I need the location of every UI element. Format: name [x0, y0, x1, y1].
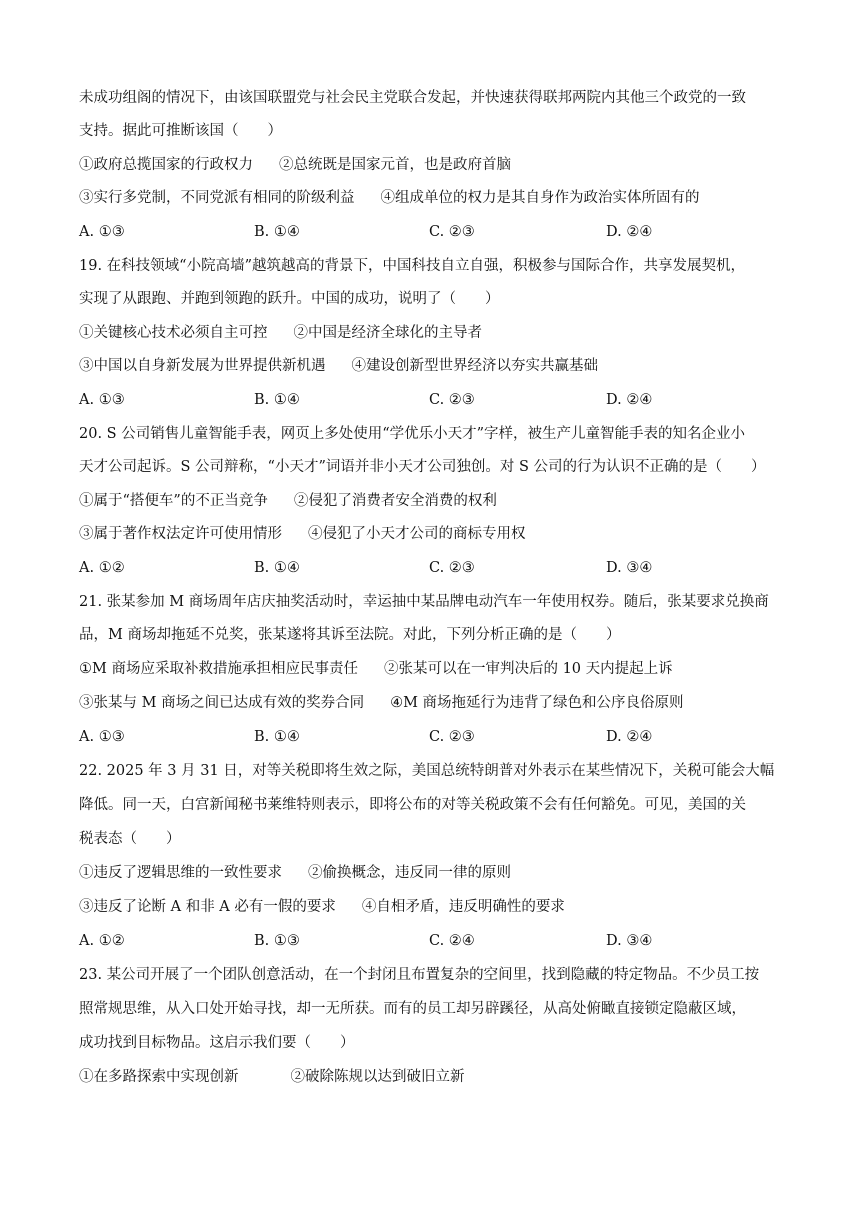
q22-option-c: C. ②④: [429, 933, 475, 949]
q18-option-a: A. ①③: [79, 224, 125, 240]
q19-option-b: B. ①④: [254, 392, 300, 408]
q21-statements-row: [79, 659, 673, 679]
q22-statement-4: ④自相矛盾，违反明确性的要求: [361, 899, 565, 915]
q22-statement-2: ②偷换概念，违反同一律的原则: [308, 865, 511, 881]
q18-statement-2: ②总统既是国家元首，也是政府首脑: [279, 157, 511, 173]
q23-stem-line: 23. 某公司开展了一个团队创意活动，在一个封闭且布置复杂的空间里，找到隐藏的特定物品。不少员工按: [79, 967, 760, 983]
q19-statements-row: [79, 356, 598, 376]
q18-option-d: D. ②④: [606, 224, 653, 240]
q20-statement-2: ②侵犯了消费者安全消费的权利: [293, 493, 497, 509]
q19-options: [79, 390, 799, 410]
q18-statement-3: ③实行多党制，不同党派有相同的阶级利益: [79, 190, 355, 206]
q21-option-a: A. ①③: [79, 729, 125, 745]
q20-statement-4: ④侵犯了小天才公司的商标专用权: [308, 526, 526, 542]
q18-statements-row: [79, 155, 511, 175]
q20-options: [79, 558, 799, 578]
q21-option-b: B. ①④: [254, 729, 300, 745]
q20-statements-row: [79, 491, 497, 511]
q19-statement-1: ①关键核心技术必须自主可控: [79, 325, 268, 341]
q21-option-c: C. ②③: [429, 729, 475, 745]
q21-statement-1: ①M 商场应采取补救措施承担相应民事责任: [79, 661, 358, 677]
q20-option-c: C. ②③: [429, 560, 475, 576]
q22-option-d: D. ③④: [606, 933, 653, 949]
q22-options: [79, 931, 799, 951]
q19-stem-line: 19. 在科技领域“小院高墙”越筑越高的背景下，中国科技自立自强，积极参与国际合作，共享发展契机，: [79, 258, 745, 274]
q18-statement-1: ①政府总揽国家的行政权力: [79, 157, 253, 173]
q22-statements-row: [79, 897, 565, 917]
q20-statement-1: ①属于“搭便车”的不正当竞争: [79, 493, 268, 509]
q20-stem-line: 20. S 公司销售儿童智能手表，网页上多处使用“学优乐小天才”字样，被生产儿童智能手表的知名企业小: [79, 426, 746, 442]
q19-option-c: C. ②③: [429, 392, 475, 408]
q23-stem-line: 成功找到目标物品。这启示我们要（ ）: [79, 1035, 355, 1051]
q21-options: [79, 727, 799, 747]
q23-statement-1: ①在多路探索中实现创新: [79, 1069, 239, 1085]
q18-statement-4: ④组成单位的权力是其自身作为政治实体所固有的: [380, 190, 700, 206]
q22-statements-row: [79, 863, 511, 883]
q20-statements-row: [79, 524, 526, 544]
q21-statement-3: ③张某与 M 商场之间已达成有效的奖券合同: [79, 695, 365, 711]
q22-statement-1: ①违反了逻辑思维的一致性要求: [79, 865, 282, 881]
q19-statement-3: ③中国以自身新发展为世界提供新机遇: [79, 358, 326, 374]
q19-stem-line: 实现了从跟跑、并跑到领跑的跃升。中国的成功，说明了（ ）: [79, 291, 500, 307]
q18-option-c: C. ②③: [429, 224, 475, 240]
q19-statement-4: ④建设创新型世界经济以夯实共赢基础: [351, 358, 598, 374]
q22-stem-line: 降低。同一天，白宫新闻秘书莱维特则表示，即将公布的对等关税政策不会有任何豁免。可见，美国的关: [79, 797, 746, 813]
q21-statement-4: ④M 商场拖延行为违背了绿色和公序良俗原则: [390, 695, 684, 711]
q19-option-d: D. ②④: [606, 392, 653, 408]
q18-stem-line: 支持。据此可推断该国（ ）: [79, 123, 282, 139]
q18-options: [79, 222, 799, 242]
q22-option-a: A. ①②: [79, 933, 125, 949]
q18-stem-line: 未成功组阁的情况下，由该国联盟党与社会民主党联合发起，并快速获得联邦两院内其他三个政党的一致: [79, 90, 746, 106]
q21-statement-2: ②张某可以在一审判决后的 10 天内提起上诉: [383, 661, 673, 677]
q21-stem-line: 品，M 商场却拖延不兑奖，张某遂将其诉至法院。对此，下列分析正确的是（ ）: [79, 627, 621, 643]
q18-statements-row: [79, 188, 700, 208]
q20-option-a: A. ①②: [79, 560, 125, 576]
q23-statement-2: ②破除陈规以达到破旧立新: [290, 1069, 465, 1085]
q22-stem-line: 22. 2025 年 3 月 31 日，对等关税即将生效之际，美国总统特朗普对外表示在某些情况下，关税可能会大幅: [79, 763, 775, 779]
q20-option-d: D. ③④: [606, 560, 653, 576]
q20-stem-line: 天才公司起诉。S 公司辩称，“小天才”词语并非小天才公司独创。对 S 公司的行为认识不正确的是（ ）: [79, 459, 766, 475]
q22-statement-3: ③违反了论断 A 和非 A 必有一假的要求: [79, 899, 336, 915]
q19-option-a: A. ①③: [79, 392, 125, 408]
q19-statements-row: [79, 323, 482, 343]
q18-option-b: B. ①④: [254, 224, 300, 240]
q21-statements-row: [79, 693, 684, 713]
q20-statement-3: ③属于著作权法定许可使用情形: [79, 526, 282, 542]
q19-statement-2: ②中国是经济全球化的主导者: [293, 325, 482, 341]
q20-option-b: B. ①④: [254, 560, 300, 576]
q23-stem-line: 照常规思维，从入口处开始寻找，却一无所获。而有的员工却另辟蹊径，从高处俯瞰直接锁定隐蔽区域，: [79, 1001, 746, 1017]
q23-statements-row: [79, 1067, 465, 1087]
q22-stem-line: 税表态（ ）: [79, 831, 181, 847]
q21-stem-line: 21. 张某参加 M 商场周年店庆抽奖活动时，幸运抽中某品牌电动汽车一年使用权券。随后，张某要求兑换商: [79, 594, 769, 610]
q22-option-b: B. ①③: [254, 933, 300, 949]
q21-option-d: D. ②④: [606, 729, 653, 745]
